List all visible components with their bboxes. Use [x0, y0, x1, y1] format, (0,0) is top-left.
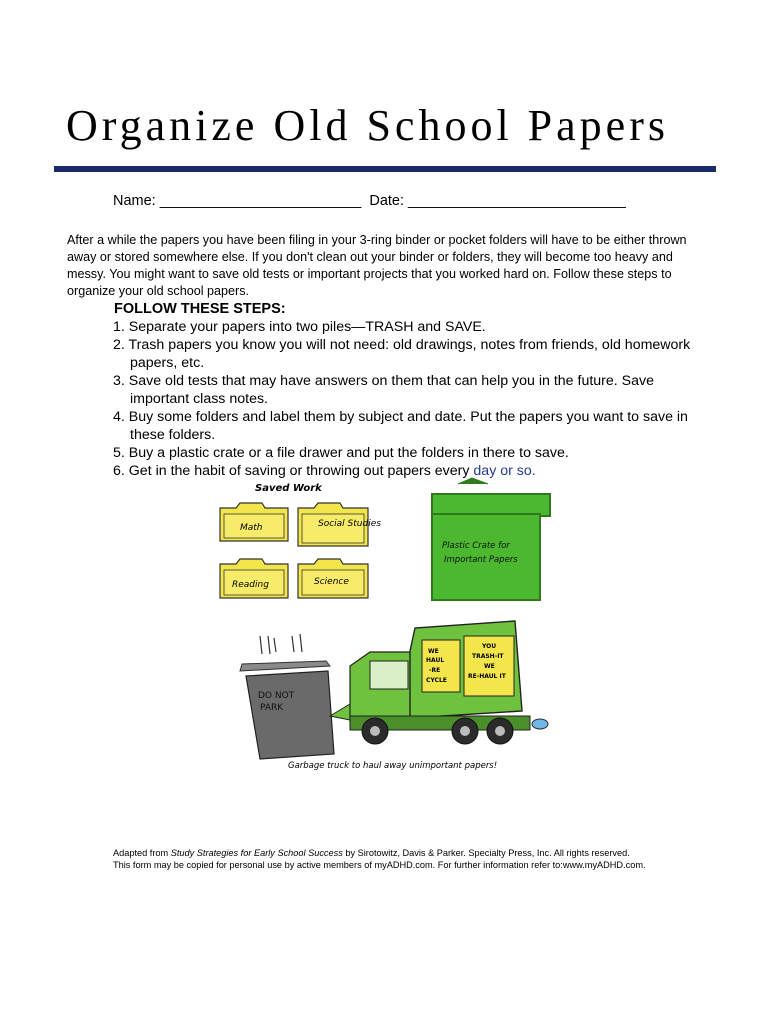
folder-label: Math [240, 523, 263, 533]
dumpster-label-line1: DO NOT [258, 691, 295, 701]
footer-prefix: Adapted from [113, 848, 171, 858]
steps-section [113, 300, 693, 480]
footer-book-title: Study Strategies for Early School Success [170, 848, 343, 858]
truck-sign-right-4: RE-HAUL IT [468, 673, 506, 680]
step6-text: 6. Get in the habit of saving or throwing out papers every [113, 463, 474, 479]
truck-sign-right-3: WE [484, 663, 495, 670]
truck-sign-left-2: HAUL [426, 657, 445, 664]
name-date-line [113, 193, 630, 209]
crate-label-line2: Important Papers [444, 555, 518, 565]
folder-social-studies [298, 503, 381, 546]
folder-label: Science [314, 577, 349, 587]
footer-line2: This form may be copied for personal use by active members of myADHD.com. For further information refer to:www.myADHD.com. [113, 860, 646, 870]
footer-credits [113, 847, 673, 871]
garbage-truck [330, 621, 548, 744]
step-item: 3. Save old tests that may have answers on them that can help you in the future. Save important class notes. [113, 373, 655, 407]
steps-list [113, 318, 693, 480]
truck-sign-right-1: YOU [482, 643, 497, 650]
name-field[interactable]: _________________________ [159, 193, 362, 209]
page-title: Organize Old School Papers [66, 101, 669, 150]
dumpster-label-line2: PARK [260, 703, 284, 713]
folder-label: Reading [232, 580, 269, 590]
illustration [210, 476, 570, 776]
step-item: 2. Trash papers you know you will not need: old drawings, notes from friends, old homework papers, etc. [113, 337, 691, 371]
step6-accent: day or so. [473, 463, 536, 479]
saved-work-label: Saved Work [255, 483, 322, 494]
folder-math [220, 503, 288, 541]
dumpster [240, 634, 334, 759]
folder-science [298, 559, 368, 598]
date-field[interactable]: ___________________________ [408, 193, 626, 209]
truck-sign-left-3: -RE [429, 667, 441, 674]
step-item: 5. Buy a plastic crate or a file drawer and put the folders in there to save. [113, 445, 569, 461]
plastic-crate [432, 478, 550, 600]
crate-label-line1: Plastic Crate for [442, 541, 510, 551]
title-divider [54, 166, 716, 172]
intro-paragraph: After a while the papers you have been filing in your 3-ring binder or pocket folders will have to be either thrown away or stored somewhere else. If you don't clean out your binder or folders, they will become too heavy and messy. You might want to save old tests or important projects that you worked hard on. Follow these steps to organize your old school papers. [67, 233, 687, 298]
steps-heading: FOLLOW THESE STEPS: [114, 301, 286, 317]
folder-reading [220, 559, 288, 598]
folder-label: Social Studies [318, 519, 381, 529]
truck-sign-right-2: TRASH-IT [472, 653, 504, 660]
illustration-caption: Garbage truck to haul away unimportant papers! [288, 761, 498, 771]
footer-rest: by Sirotowitz, Davis & Parker. Specialty Press, Inc. All rights reserved. [342, 848, 630, 858]
truck-sign-left-1: WE [428, 648, 439, 655]
name-label: Name: [113, 193, 156, 209]
truck-sign-left-4: CYCLE [426, 677, 447, 684]
step-item: 1. Separate your papers into two piles—TRASH and SAVE. [113, 319, 486, 335]
step-item: 4. Buy some folders and label them by subject and date. Put the papers you want to save in these folders. [113, 409, 688, 443]
date-label: Date: [369, 193, 405, 209]
